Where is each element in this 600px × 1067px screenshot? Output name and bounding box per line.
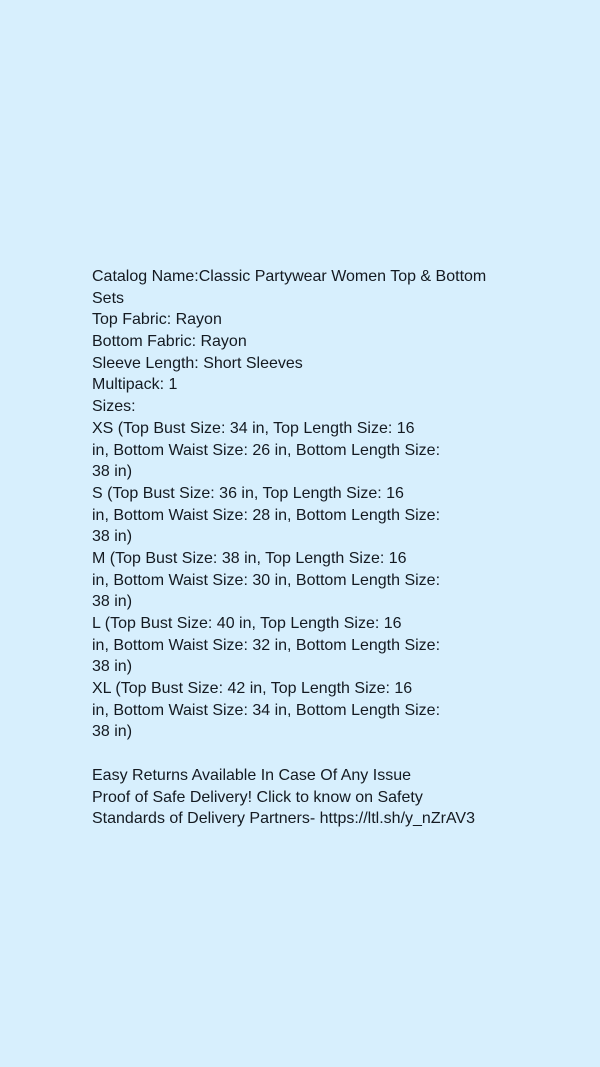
size-m-line: M (Top Bust Size: 38 in, Top Length Size: 16: [92, 549, 407, 567]
sleeve-length-line: Sleeve Length: Short Sleeves: [92, 354, 303, 372]
product-description-card: [92, 266, 486, 830]
sizes-heading: Sizes:: [92, 398, 136, 416]
size-xs-line: 38 in): [92, 463, 133, 481]
size-s-line: 38 in): [92, 528, 133, 546]
size-m-line: in, Bottom Waist Size: 30 in, Bottom Length Size:: [92, 571, 441, 589]
size-xl-line: in, Bottom Waist Size: 34 in, Bottom Length Size:: [92, 701, 441, 719]
multipack-line: Multipack: 1: [92, 376, 178, 394]
size-xl-line: 38 in): [92, 723, 133, 741]
size-xl-line: XL (Top Bust Size: 42 in, Top Length Size: 16: [92, 680, 413, 698]
size-xs-line: XS (Top Bust Size: 34 in, Top Length Size: 16: [92, 419, 415, 437]
safety-standards-link-line: Standards of Delivery Partners- https://ltl.sh/y_nZrAV3: [92, 810, 475, 828]
safe-delivery-line: Proof of Safe Delivery! Click to know on Safety: [92, 788, 423, 806]
bottom-fabric-line: Bottom Fabric: Rayon: [92, 333, 247, 351]
easy-returns-line: Easy Returns Available In Case Of Any Issue: [92, 766, 411, 784]
size-xs-line: in, Bottom Waist Size: 26 in, Bottom Length Size:: [92, 441, 441, 459]
size-m-line: 38 in): [92, 593, 133, 611]
catalog-name-line: Catalog Name:Classic Partywear Women Top & Bottom: [92, 268, 487, 285]
size-s-line: S (Top Bust Size: 36 in, Top Length Size: 16: [92, 484, 404, 502]
size-l-line: 38 in): [92, 658, 133, 676]
size-l-line: in, Bottom Waist Size: 32 in, Bottom Length Size:: [92, 636, 441, 654]
top-fabric-line: Top Fabric: Rayon: [92, 311, 222, 329]
blank-line: [92, 743, 486, 765]
catalog-name-line: Sets: [92, 289, 125, 307]
size-s-line: in, Bottom Waist Size: 28 in, Bottom Length Size:: [92, 506, 441, 524]
size-l-line: L (Top Bust Size: 40 in, Top Length Size: 16: [92, 615, 402, 632]
